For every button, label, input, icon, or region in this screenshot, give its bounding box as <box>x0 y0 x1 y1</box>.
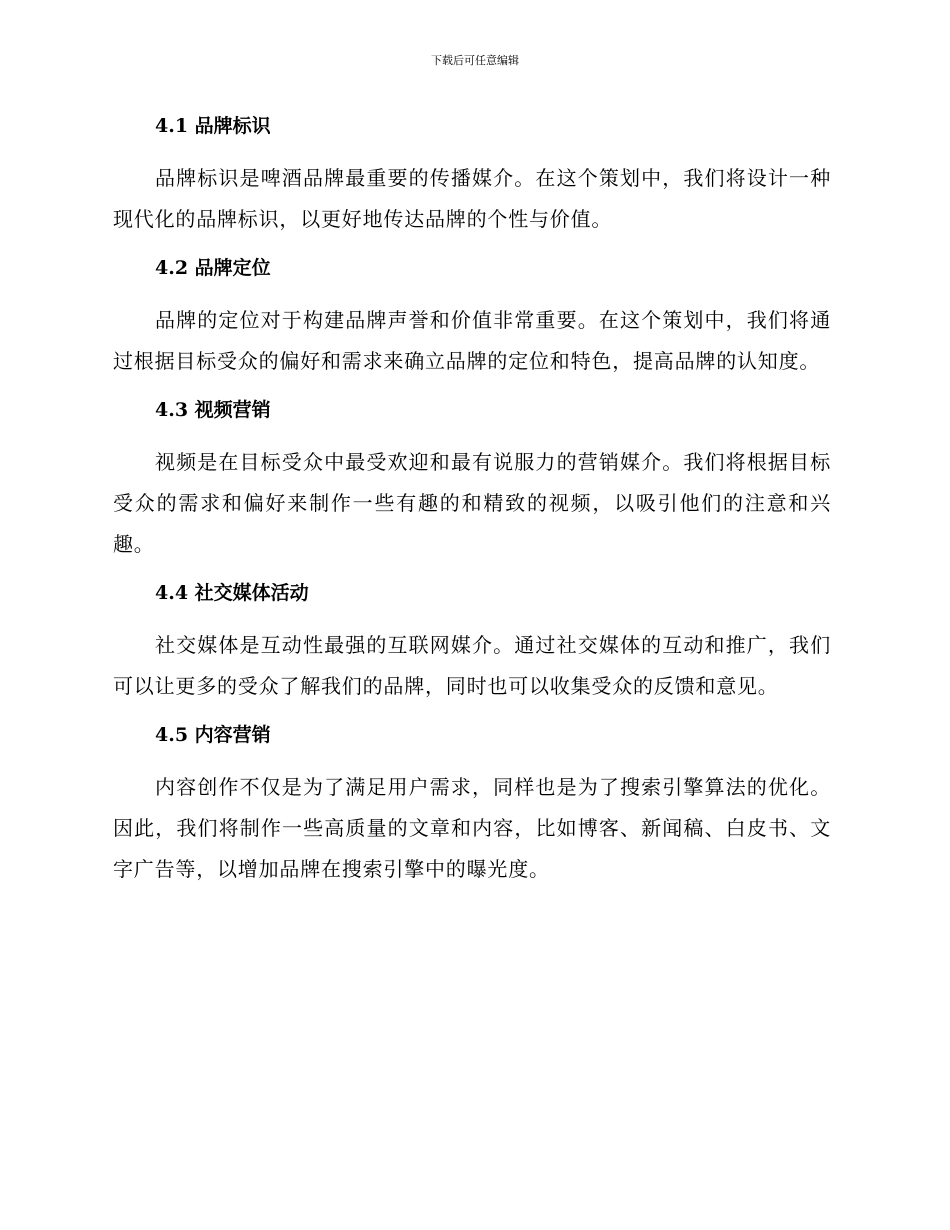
section-brand-identity <box>113 106 831 240</box>
section-brand-positioning <box>113 248 831 382</box>
document-content <box>113 106 831 898</box>
section-heading: 4.2 品牌定位 <box>155 257 271 279</box>
section-heading: 4.5 内容营销 <box>155 724 271 746</box>
section-body: 内容创作不仅是为了满足用户需求，同样也是为了搜索引擎算法的优化。因此，我们将制作一些高质量的文章和内容，比如博客、新闻稿、白皮书、文字广告等，以增加品牌在搜索引擎中的曝光度。 <box>113 775 831 881</box>
section-heading: 4.3 视频营销 <box>155 399 271 421</box>
page-header: 下载后可任意编辑 <box>431 54 519 67</box>
section-body: 品牌的定位对于构建品牌声誉和价值非常重要。在这个策划中，我们将通过根据目标受众的偏好和需求来确立品牌的定位和特色，提高品牌的认知度。 <box>113 308 831 373</box>
section-body: 视频是在目标受众中最受欢迎和最有说服力的营销媒介。我们将根据目标受众的需求和偏好来制作一些有趣的和精致的视频，以吸引他们的注意和兴趣。 <box>113 450 831 556</box>
section-body: 社交媒体是互动性最强的互联网媒介。通过社交媒体的互动和推广，我们可以让更多的受众了解我们的品牌，同时也可以收集受众的反馈和意见。 <box>113 633 831 698</box>
section-heading: 4.1 品牌标识 <box>155 115 271 137</box>
section-video-marketing <box>113 390 831 565</box>
section-body: 品牌标识是啤酒品牌最重要的传播媒介。在这个策划中，我们将设计一种现代化的品牌标识，以更好地传达品牌的个性与价值。 <box>113 166 831 231</box>
section-content-marketing <box>113 715 831 890</box>
section-heading: 4.4 社交媒体活动 <box>155 582 309 604</box>
section-social-media <box>113 573 831 707</box>
